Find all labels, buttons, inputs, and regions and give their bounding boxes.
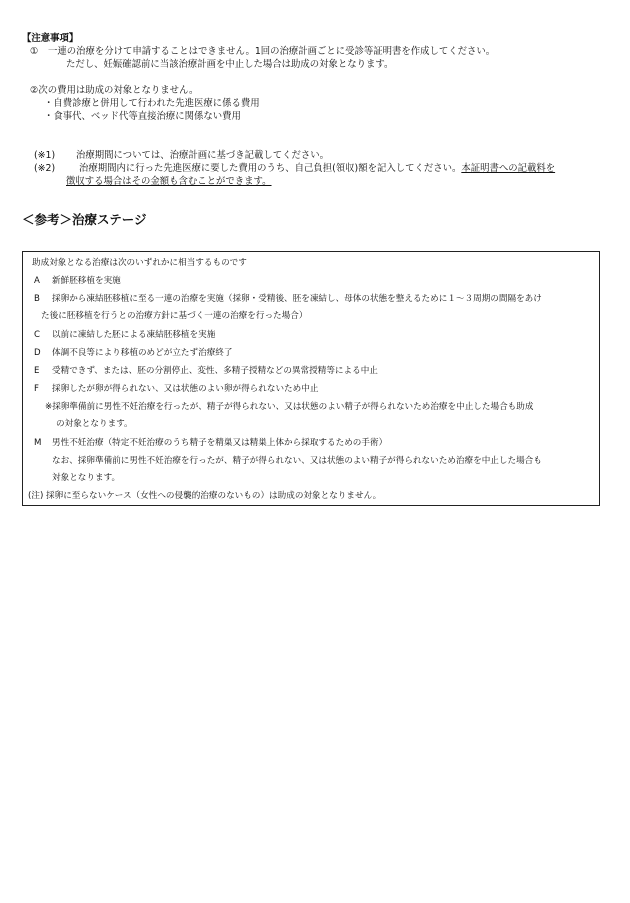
notice-item2-bullet2: ・食事代、ベッド代等直接治療に関係ない費用	[44, 111, 241, 122]
stage-b-code: B	[34, 294, 40, 304]
stage-e-text: 受精できず、または、胚の分割停止、変性、多精子授精などの異常授精等による中止	[52, 366, 378, 376]
footnote2-text-b: 本証明書への記載料を	[461, 163, 556, 174]
footnote2-text-c: 徴収する場合はその金額も含むことができます。	[66, 176, 272, 187]
stage-c-text: 以前に凍結した胚による凍結胚移植を実施	[52, 330, 216, 340]
stage-c-code: C	[34, 330, 41, 340]
reference-heading: ＜参考＞治療ステージ	[22, 212, 147, 227]
stage-f-note-line2: の対象となります。	[56, 419, 133, 429]
stage-intro: 助成対象となる治療は次のいずれかに相当するものです	[32, 258, 247, 268]
stage-b-text-cont: た後に胚移植を行うとの治療方針に基づく一連の治療を行った場合）	[41, 311, 308, 321]
stage-a-code: A	[34, 276, 40, 286]
notice-item2-heading: ②次の費用は助成の対象となりません。	[30, 85, 199, 96]
stage-b-text: 採卵から凍結胚移植に至る一連の治療を実施（採卵・受精後、胚を凍結し、母体の状態を整えるために１～３周期の間隔をあけ	[52, 294, 542, 304]
treatment-stage-box	[22, 251, 600, 506]
footnote2-mark: (※2)	[34, 163, 56, 174]
stage-f-text: 採卵したが卵が得られない、又は状態のよい卵が得られないため中止	[52, 384, 319, 394]
notice-title: 【注意事項】	[22, 33, 79, 44]
stage-d-code: D	[34, 348, 41, 358]
footnote2-text-a: 治療期間内に行った先進医療に要した費用のうち、自己負担(領収)額を記入してください。	[79, 163, 462, 174]
notice-item1-line2: ただし、妊娠確認前に当該治療計画を中止した場合は助成の対象となります。	[66, 59, 394, 70]
stage-m-note-line2: 対象となります。	[52, 473, 121, 483]
footnote1-text: 治療期間については、治療計画に基づき記載してください。	[76, 150, 329, 161]
footnote2-text	[79, 163, 555, 175]
stage-f-code: F	[34, 384, 39, 394]
stage-m-code: M	[34, 438, 42, 448]
stage-e-code: E	[34, 366, 40, 376]
stage-m-text: 男性不妊治療（特定不妊治療のうち精子を精巣又は精巣上体から採取するための手術）	[52, 438, 388, 448]
stage-d-text: 体調不良等により移植のめどが立たず治療終了	[52, 348, 233, 358]
notice-item2-bullet1: ・自費診療と併用して行われた先進医療に係る費用	[44, 98, 260, 109]
notice-item1-line1: 一連の治療を分けて申請することはできません。1回の治療計画ごとに受診等証明書を作成してください。	[48, 46, 496, 57]
stage-a-text: 新鮮胚移植を実施	[52, 276, 121, 286]
notice-item1-number: ①	[30, 46, 39, 57]
stage-m-note-line1: なお、採卵準備前に男性不妊治療を行ったが、精子が得られない、又は状態のよい精子が得られないため治療を中止した場合も	[52, 456, 542, 466]
stage-f-note-line1: ※採卵準備前に男性不妊治療を行ったが、精子が得られない、又は状態のよい精子が得られないため治療を中止した場合も助成	[45, 402, 534, 412]
stage-footer-note: (注) 採卵に至らないケース（女性への侵襲的治療のないもの）は助成の対象となりません。	[28, 491, 382, 501]
footnote1-mark: (※1)	[34, 150, 56, 161]
